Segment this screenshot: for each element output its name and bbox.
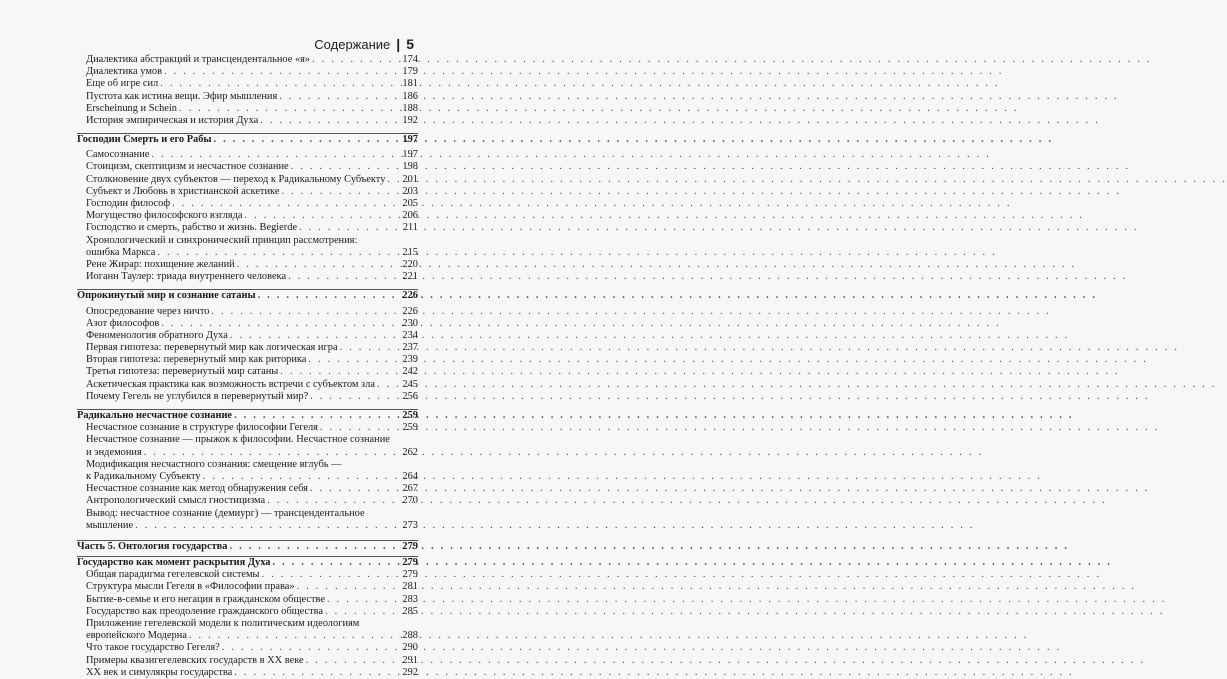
toc-page-number: 279 — [402, 569, 418, 581]
toc-page-number: 267 — [402, 483, 418, 495]
toc-entry-title: Структура мысли Гегеля в «Философии права» — [86, 581, 295, 593]
toc-section-title: Радикально несчастное сознание — [77, 410, 233, 422]
toc-entry[interactable] — [77, 54, 418, 66]
toc-entry[interactable] — [77, 222, 418, 234]
toc-page-number: 206 — [402, 210, 418, 222]
toc-entry[interactable] — [77, 379, 418, 391]
toc-page-number: 234 — [402, 329, 418, 341]
header-page-number: 5 — [406, 36, 414, 52]
toc-entry-title: Могущество философского взгляда — [86, 210, 243, 222]
toc-page-number: 201 — [402, 173, 418, 185]
table-of-contents — [77, 54, 418, 679]
toc-entry-line: Вывод: несчастное сознание (демиург) — трансцендентальное — [86, 507, 365, 519]
toc-page-number: 256 — [402, 390, 418, 402]
toc-page-number: 283 — [402, 593, 418, 605]
toc-entry[interactable] — [77, 594, 418, 606]
toc-page-number: 245 — [402, 378, 418, 390]
toc-entry-title: Господство и смерть, рабство и жизнь. Begierde — [86, 222, 298, 234]
toc-entry-title: Иоганн Таулер: триада внутреннего человека — [86, 271, 287, 283]
toc-entry-title: Рене Жирар: похищение желаний — [86, 258, 235, 270]
toc-entry[interactable] — [77, 186, 418, 198]
toc-part-title: Часть 5. Онтология государства — [77, 540, 228, 552]
toc-page-number: 281 — [402, 581, 418, 593]
toc-page-number: 211 — [402, 222, 418, 234]
toc-page-number: 179 — [402, 66, 418, 78]
toc-entry[interactable] — [77, 162, 418, 174]
toc-entry-title: Диалектика умов — [86, 66, 162, 78]
toc-entry-title: Несчастное сознание в структуре философии Гегеля — [86, 422, 318, 434]
header-title: Содержание — [314, 36, 391, 52]
toc-entry[interactable] — [77, 306, 418, 318]
toc-entry[interactable] — [77, 174, 418, 186]
toc-entry[interactable] — [77, 271, 418, 283]
toc-entry-title: Несчастное сознание как метод обнаружения себя — [86, 483, 308, 495]
toc-page-number: 188 — [402, 102, 418, 114]
toc-entry-title: Субъект и Любовь в христианской аскетике — [86, 185, 280, 197]
toc-entry-title: Что такое государство Гегеля? — [86, 642, 220, 654]
toc-entry[interactable] — [77, 655, 418, 667]
toc-entry[interactable] — [77, 582, 418, 594]
toc-entry[interactable] — [77, 342, 418, 354]
toc-page-number: 291 — [402, 654, 418, 666]
toc-group-2 — [77, 149, 418, 234]
toc-page-number: 239 — [402, 354, 418, 366]
toc-page-number: 273 — [402, 519, 418, 531]
toc-entry[interactable] — [77, 115, 418, 127]
toc-page-number: 215 — [402, 246, 418, 258]
toc-entry-title: Диалектика абстракций и трансцендентальное «я» — [86, 53, 311, 65]
toc-page-number: 264 — [402, 470, 418, 482]
toc-entry-title: Господин философ — [86, 198, 171, 210]
toc-entry[interactable] — [77, 391, 418, 403]
toc-entry-line: и эндемония — [86, 446, 142, 458]
toc-section-title: Государство как момент раскрытия Духа — [77, 557, 271, 569]
toc-entry-multiline[interactable] — [77, 459, 418, 483]
toc-page-number: 230 — [402, 317, 418, 329]
toc-entry-title: Еще об игре сил — [86, 78, 159, 90]
toc-entry[interactable] — [77, 91, 418, 103]
toc-entry-title: Аскетическая практика как возможность встречи с субъектом зла — [86, 378, 375, 390]
header-separator: | — [396, 36, 401, 52]
toc-entry-multiline[interactable] — [77, 618, 418, 642]
toc-page-number: 242 — [402, 366, 418, 378]
toc-section-gospodin[interactable] — [77, 134, 418, 146]
toc-section-oprokinutyi[interactable] — [77, 290, 418, 302]
toc-page-number: 262 — [402, 446, 418, 458]
toc-section-title: Опрокинутый мир и сознание сатаны — [77, 290, 256, 302]
toc-entry-line: мышление — [86, 519, 134, 531]
toc-page-number: 288 — [402, 630, 418, 642]
toc-page-number: 181 — [402, 78, 418, 90]
toc-group-4b — [77, 483, 418, 507]
toc-page-number: 290 — [402, 642, 418, 654]
toc-entry[interactable] — [77, 569, 418, 581]
toc-page-number: 237 — [402, 342, 418, 354]
toc-entry-multiline[interactable] — [77, 235, 418, 259]
toc-section-gosudarstvo[interactable] — [77, 557, 418, 569]
toc-page-number: 259 — [402, 422, 418, 434]
toc-entry[interactable] — [77, 318, 418, 330]
toc-entry-title: Бытие-в-семье и его негация в гражданском обществе — [86, 593, 325, 605]
toc-entry[interactable] — [77, 103, 418, 115]
toc-part-5[interactable] — [77, 541, 418, 553]
toc-entry-title: Государство как преодоление гражданского общества — [86, 605, 324, 617]
toc-page-number: 259 — [402, 410, 418, 422]
toc-group-2b — [77, 259, 418, 283]
toc-entry[interactable] — [77, 495, 418, 507]
toc-entry[interactable] — [77, 78, 418, 90]
toc-entry-multiline[interactable] — [77, 434, 418, 458]
toc-entry[interactable] — [77, 483, 418, 495]
toc-entry-title: Антропологический смысл гностицизма — [86, 495, 266, 507]
toc-entry[interactable] — [77, 354, 418, 366]
toc-page-number: 203 — [402, 185, 418, 197]
toc-page-number: 174 — [402, 53, 418, 65]
toc-entry-line: европейского Модерна — [86, 630, 187, 642]
toc-entry[interactable] — [77, 66, 418, 78]
toc-entry-title: Столкновение двух субъектов — переход к Радикальному Субъекту — [86, 173, 386, 185]
toc-page-number: 197 — [402, 149, 418, 161]
toc-page-number: 292 — [402, 666, 418, 678]
toc-page-number: 198 — [402, 161, 418, 173]
toc-entry-line: ошибка Маркса — [86, 246, 156, 258]
toc-entry[interactable] — [77, 330, 418, 342]
toc-entry-line: Несчастное сознание — прыжок к философии. Несчастное сознание — [86, 434, 390, 446]
toc-page-number: 186 — [402, 90, 418, 102]
toc-entry[interactable] — [77, 149, 418, 161]
toc-entry-title: Опосредование через ничто — [86, 305, 210, 317]
toc-section-title: Господин Смерть и его Рабы — [77, 134, 212, 146]
toc-page-number: 197 — [402, 134, 418, 146]
toc-group-1 — [77, 54, 418, 127]
toc-group-3 — [77, 306, 418, 404]
toc-entry-title: Первая гипотеза: перевернутый мир как логическая игра — [86, 342, 338, 354]
toc-entry[interactable] — [77, 667, 418, 679]
toc-page-number: 220 — [402, 258, 418, 270]
toc-entry-line: к Радикальному Субъекту — [86, 470, 201, 482]
toc-entry-title: Самосознание — [86, 149, 150, 161]
toc-page-number: 279 — [402, 540, 418, 552]
toc-group-4a — [77, 422, 418, 434]
toc-entry-line: Хронологический и синхронический принцип рассмотрения: — [86, 234, 358, 246]
toc-entry[interactable] — [77, 642, 418, 654]
toc-entry-line: Модификация несчастного сознания: смещение вглубь — — [86, 458, 342, 470]
toc-group-5a — [77, 569, 418, 618]
toc-entry-title: Примеры квазигегелевских государств в XX веке — [86, 654, 304, 666]
toc-entry-multiline[interactable] — [77, 508, 418, 532]
toc-entry[interactable] — [77, 606, 418, 618]
toc-page-number: 226 — [402, 290, 418, 302]
toc-entry-title: Общая парадигма гегелевской системы — [86, 569, 260, 581]
toc-page-number: 192 — [402, 114, 418, 126]
toc-entry-title: Почему Гегель не углубился в перевернутый мир? — [86, 390, 309, 402]
toc-entry-title: История эмпирическая и история Духа — [86, 114, 259, 126]
toc-entry-title: Феноменология обратного Духа — [86, 329, 228, 341]
toc-entry-line: Приложение гегелевской модели к политическим идеологиям — [86, 618, 360, 630]
toc-page-number: 226 — [402, 305, 418, 317]
toc-page-number: 279 — [402, 557, 418, 569]
running-header — [314, 36, 414, 52]
toc-entry[interactable] — [77, 367, 418, 379]
toc-entry-title: Вторая гипотеза: перевернутый мир как риторика — [86, 354, 307, 366]
toc-group-5b — [77, 642, 418, 679]
toc-entry[interactable] — [77, 210, 418, 222]
toc-entry[interactable] — [77, 259, 418, 271]
toc-entry-title: Erscheinung и Schein — [86, 102, 177, 114]
toc-entry[interactable] — [77, 198, 418, 210]
toc-entry-title: Третья гипотеза: перевернутый мир сатаны — [86, 366, 279, 378]
toc-entry-title: Стоицизм, скептицизм и несчастное сознание — [86, 161, 289, 173]
toc-entry[interactable] — [77, 422, 418, 434]
toc-entry-title: Азот философов — [86, 317, 160, 329]
toc-page-number: 270 — [402, 495, 418, 507]
toc-entry-title: XX век и симулякры государства — [86, 666, 233, 678]
toc-page-number: 205 — [402, 198, 418, 210]
toc-entry-title: Пустота как истина вещи. Эфир мышления — [86, 90, 278, 102]
toc-page-number: 285 — [402, 605, 418, 617]
toc-section-radikalno[interactable] — [77, 410, 418, 422]
toc-page-number: 221 — [402, 271, 418, 283]
